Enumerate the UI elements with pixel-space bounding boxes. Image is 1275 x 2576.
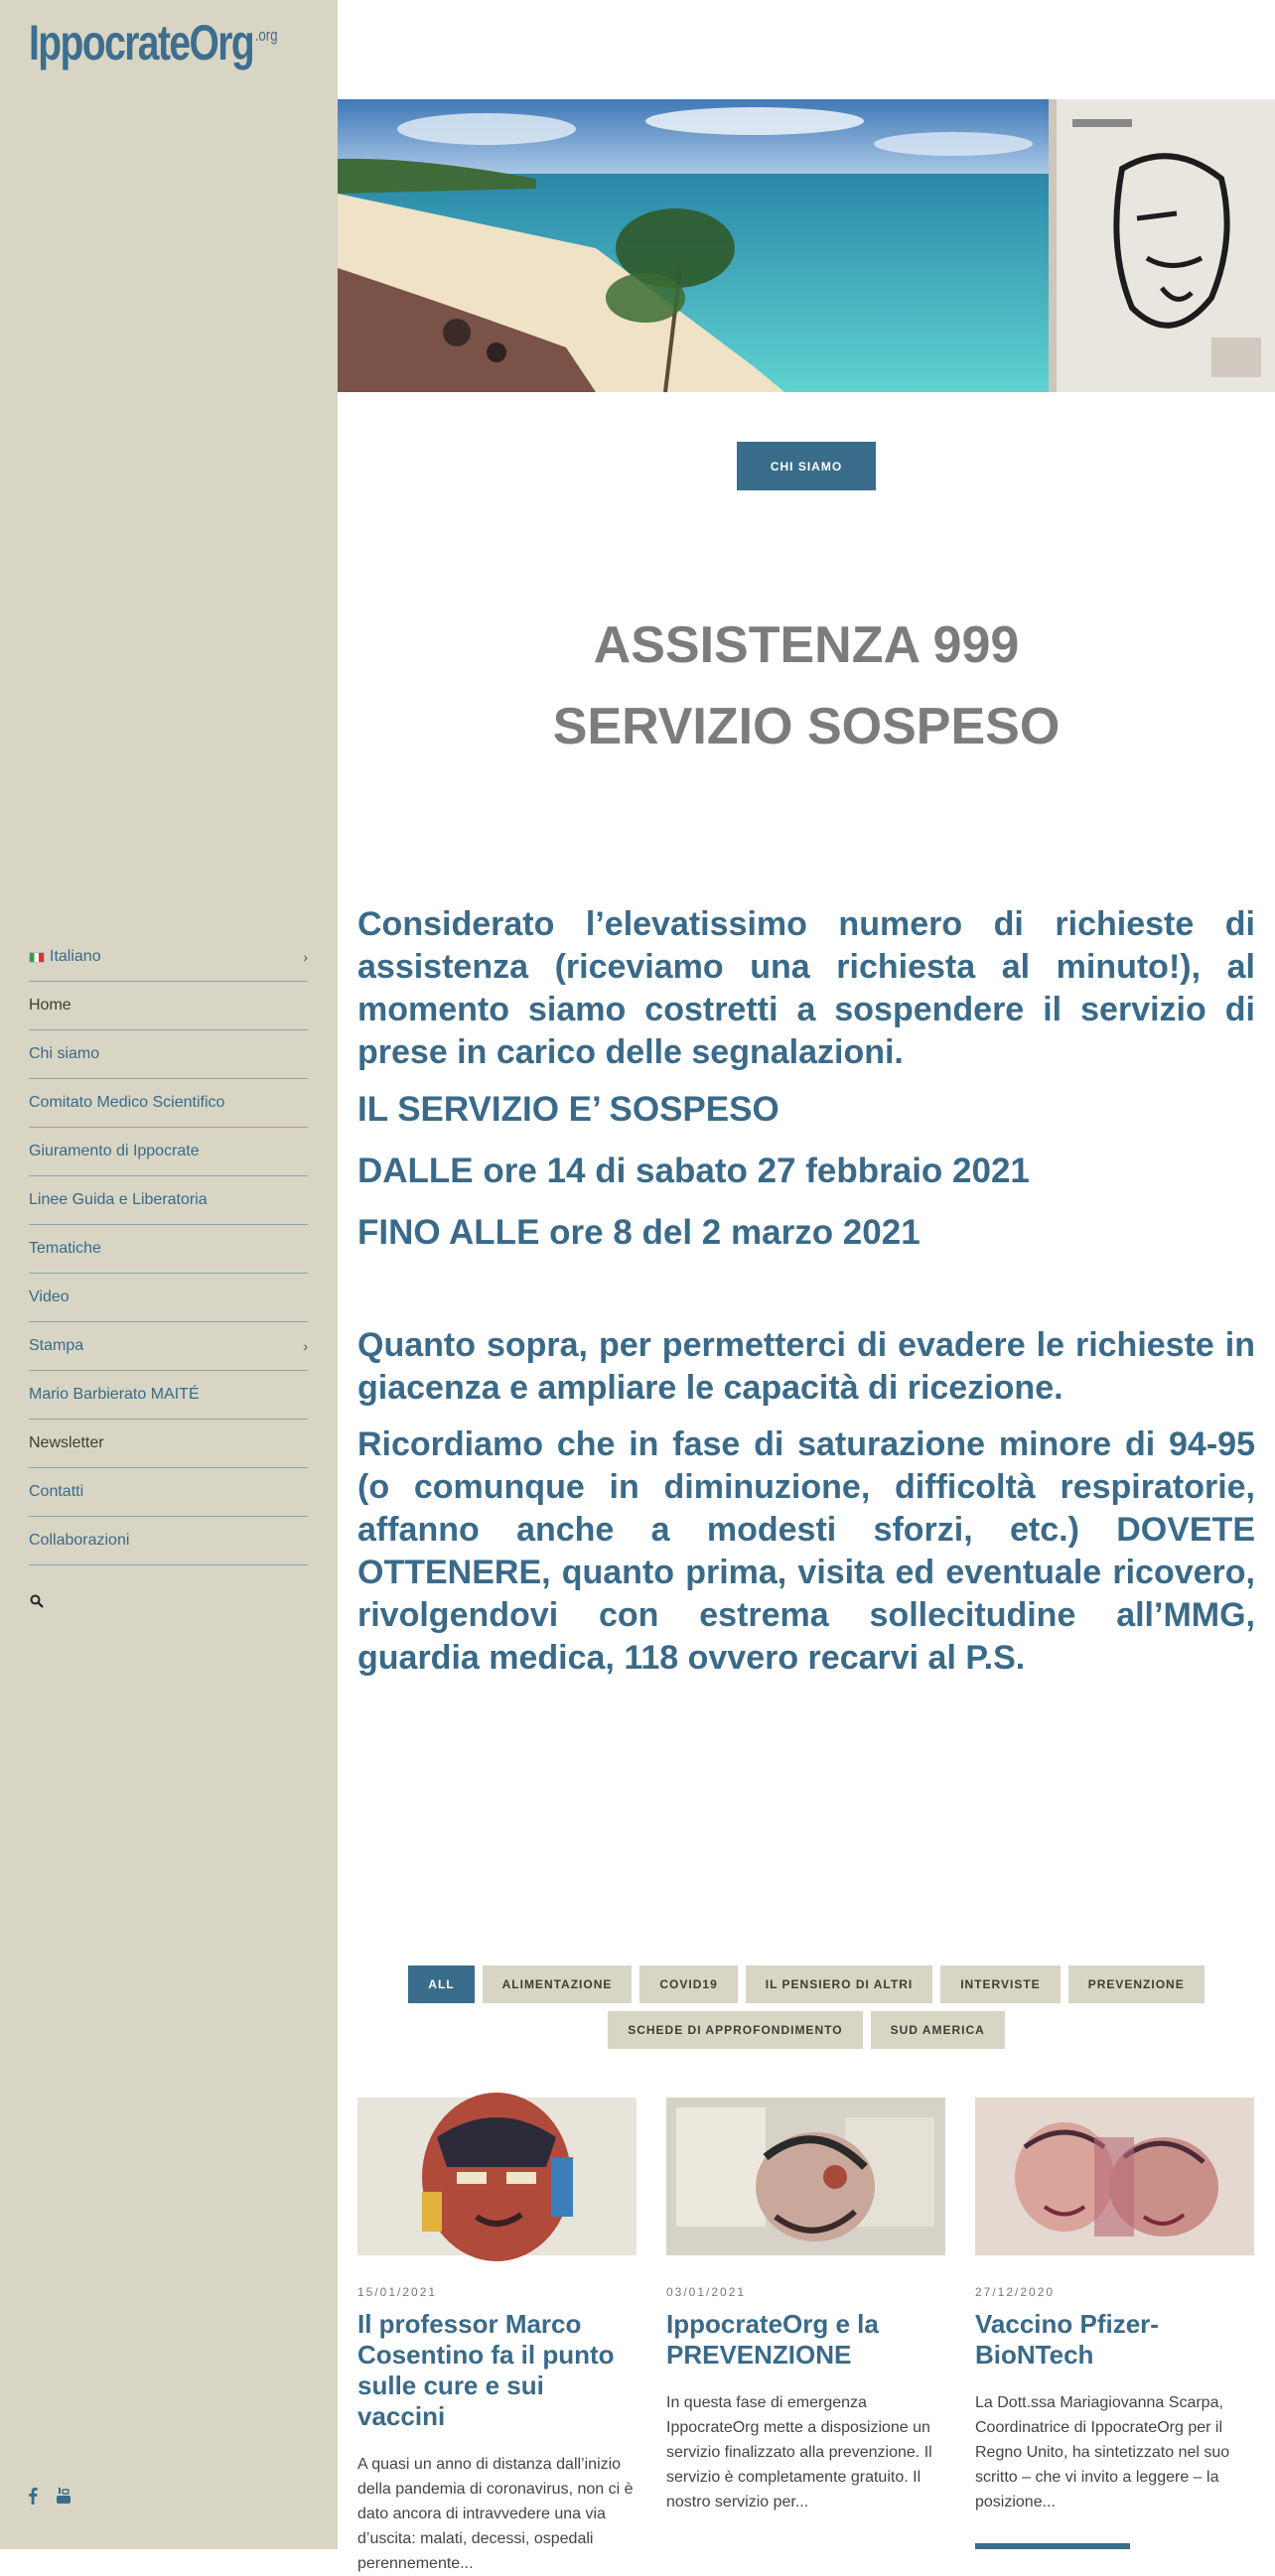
filter-sud-america[interactable]: SUD AMERICA [871, 2011, 1005, 2049]
nav-item-collaborazioni[interactable]: Collaborazioni [29, 1517, 308, 1565]
page-title-line1: ASSISTENZA 999 [593, 616, 1020, 674]
read-more-button[interactable] [975, 2543, 1130, 2549]
category-filters [357, 1966, 1255, 2057]
chevron-right-icon: › [303, 949, 308, 965]
post-excerpt: La Dott.ssa Mariagiovanna Scarpa, Coordinatrice di IppocrateOrg per il Regno Unito, ha sintetizzato nel suo scritto – che vi invito a leggere – la posizione... [975, 2394, 1230, 2510]
nav-item-linee-guida[interactable]: Linee Guida e Liberatoria [29, 1176, 308, 1225]
post-title[interactable]: Vaccino Pfizer-BioNTech [975, 2309, 1159, 2370]
post-date: 15/01/2021 [357, 2285, 438, 2299]
post-title[interactable]: Il professor Marco Cosentino fa il punto sulle cure e sui vaccini [357, 2309, 615, 2431]
post-title[interactable]: IppocrateOrg e la PREVENZIONE [666, 2309, 879, 2370]
notice-line-dalle: DALLE ore 14 di sabato 27 febbraio 2021 [357, 1152, 1030, 1190]
hero-image [338, 99, 1275, 392]
post-thumbnail[interactable] [975, 2098, 1254, 2255]
nav-item-video[interactable]: Video [29, 1274, 308, 1322]
filter-alimentazione[interactable]: ALIMENTAZIONE [483, 1966, 633, 2003]
nav-item-language[interactable]: Italiano › [29, 933, 308, 982]
notice-line-sospeso: IL SERVIZIO E’ SOSPESO [357, 1090, 779, 1129]
page-title-line2: SERVIZIO SOSPESO [552, 698, 1061, 755]
notice-body [357, 903, 1255, 1680]
nav-item-chi-siamo[interactable]: Chi siamo [29, 1030, 308, 1079]
nav-item-mario-barbierato[interactable]: Mario Barbierato MAITÉ [29, 1371, 308, 1420]
post-excerpt: A quasi un anno di distanza dall’inizio della pandemia di coronavirus, non ci è dato ancora di intravvedere una via d’uscita: malati, decessi, ospedali perennemente... [357, 2456, 634, 2572]
nav-item-tematiche[interactable]: Tematiche [29, 1225, 308, 1274]
post-date: 03/01/2021 [666, 2285, 747, 2299]
filter-prevenzione[interactable]: PREVENZIONE [1068, 1966, 1204, 2003]
nav-item-contatti[interactable]: Contatti [29, 1468, 308, 1517]
social-links [28, 2487, 71, 2505]
chi-siamo-button[interactable]: CHI SIAMO [737, 442, 876, 490]
filter-covid19[interactable]: COVID19 [639, 1966, 737, 2003]
main-nav [29, 933, 308, 1565]
search-icon[interactable] [30, 1594, 44, 1608]
chevron-right-icon: › [303, 1338, 308, 1354]
notice-paragraph-3: Ricordiamo che in fase di saturazione minore di 94-95 (o comunque in diminuzione, difficoltà respiratorie, affanno anche a modesti sforzi, etc.) DOVETE OTTENERE, quanto prima, visita ed eventuale ricovero, rivolgendovi con estrema sollecitudine all’MMG, guardia medica, 118 ovvero recarvi al P.S. [357, 1425, 1255, 1677]
filter-pensiero-di-altri[interactable]: IL PENSIERO DI ALTRI [746, 1966, 932, 2003]
post-thumbnail[interactable] [666, 2098, 945, 2255]
youtube-icon[interactable] [56, 2487, 71, 2505]
notice-paragraph-2: Quanto sopra, per permetterci di evadere le richieste in giacenza e ampliare le capacità di ricezione. [357, 1326, 1255, 1407]
site-logo[interactable]: IppocrateOrg$^{.org}$ [29, 15, 278, 70]
nav-item-comitato[interactable]: Comitato Medico Scientifico [29, 1079, 308, 1128]
nav-item-newsletter[interactable]: Newsletter [29, 1420, 308, 1468]
nav-item-stampa[interactable]: Stampa › [29, 1322, 308, 1371]
post-card [357, 2098, 637, 2576]
notice-line-fino: FINO ALLE ore 8 del 2 marzo 2021 [357, 1213, 921, 1252]
filter-interviste[interactable]: INTERVISTE [940, 1966, 1060, 2003]
hero-banner [338, 99, 1275, 392]
post-thumbnail[interactable] [357, 2098, 637, 2255]
post-card [666, 2098, 945, 2514]
post-excerpt: In questa fase di emergenza IppocrateOrg mette a disposizione un servizio finalizzato alla prevenzione. Il servizio è completamente gratuito. Il nostro servizio per... [666, 2394, 932, 2510]
italy-flag-icon [29, 952, 45, 963]
nav-item-home[interactable]: Home [29, 982, 308, 1030]
filter-schede[interactable]: SCHEDE DI APPROFONDIMENTO [608, 2011, 862, 2049]
nav-item-giuramento[interactable]: Giuramento di Ippocrate [29, 1128, 308, 1176]
facebook-icon[interactable] [28, 2487, 38, 2505]
filter-all[interactable]: ALL [408, 1966, 474, 2003]
post-date: 27/12/2020 [975, 2285, 1056, 2299]
sidebar [0, 0, 338, 2549]
notice-paragraph-1: Considerato l’elevatissimo numero di richieste di assistenza (riceviamo una richiesta al minuto!), al momento siamo costretti a sospendere il servizio di prese in carico delle segnalazioni. [357, 905, 1255, 1071]
post-card [975, 2098, 1254, 2514]
